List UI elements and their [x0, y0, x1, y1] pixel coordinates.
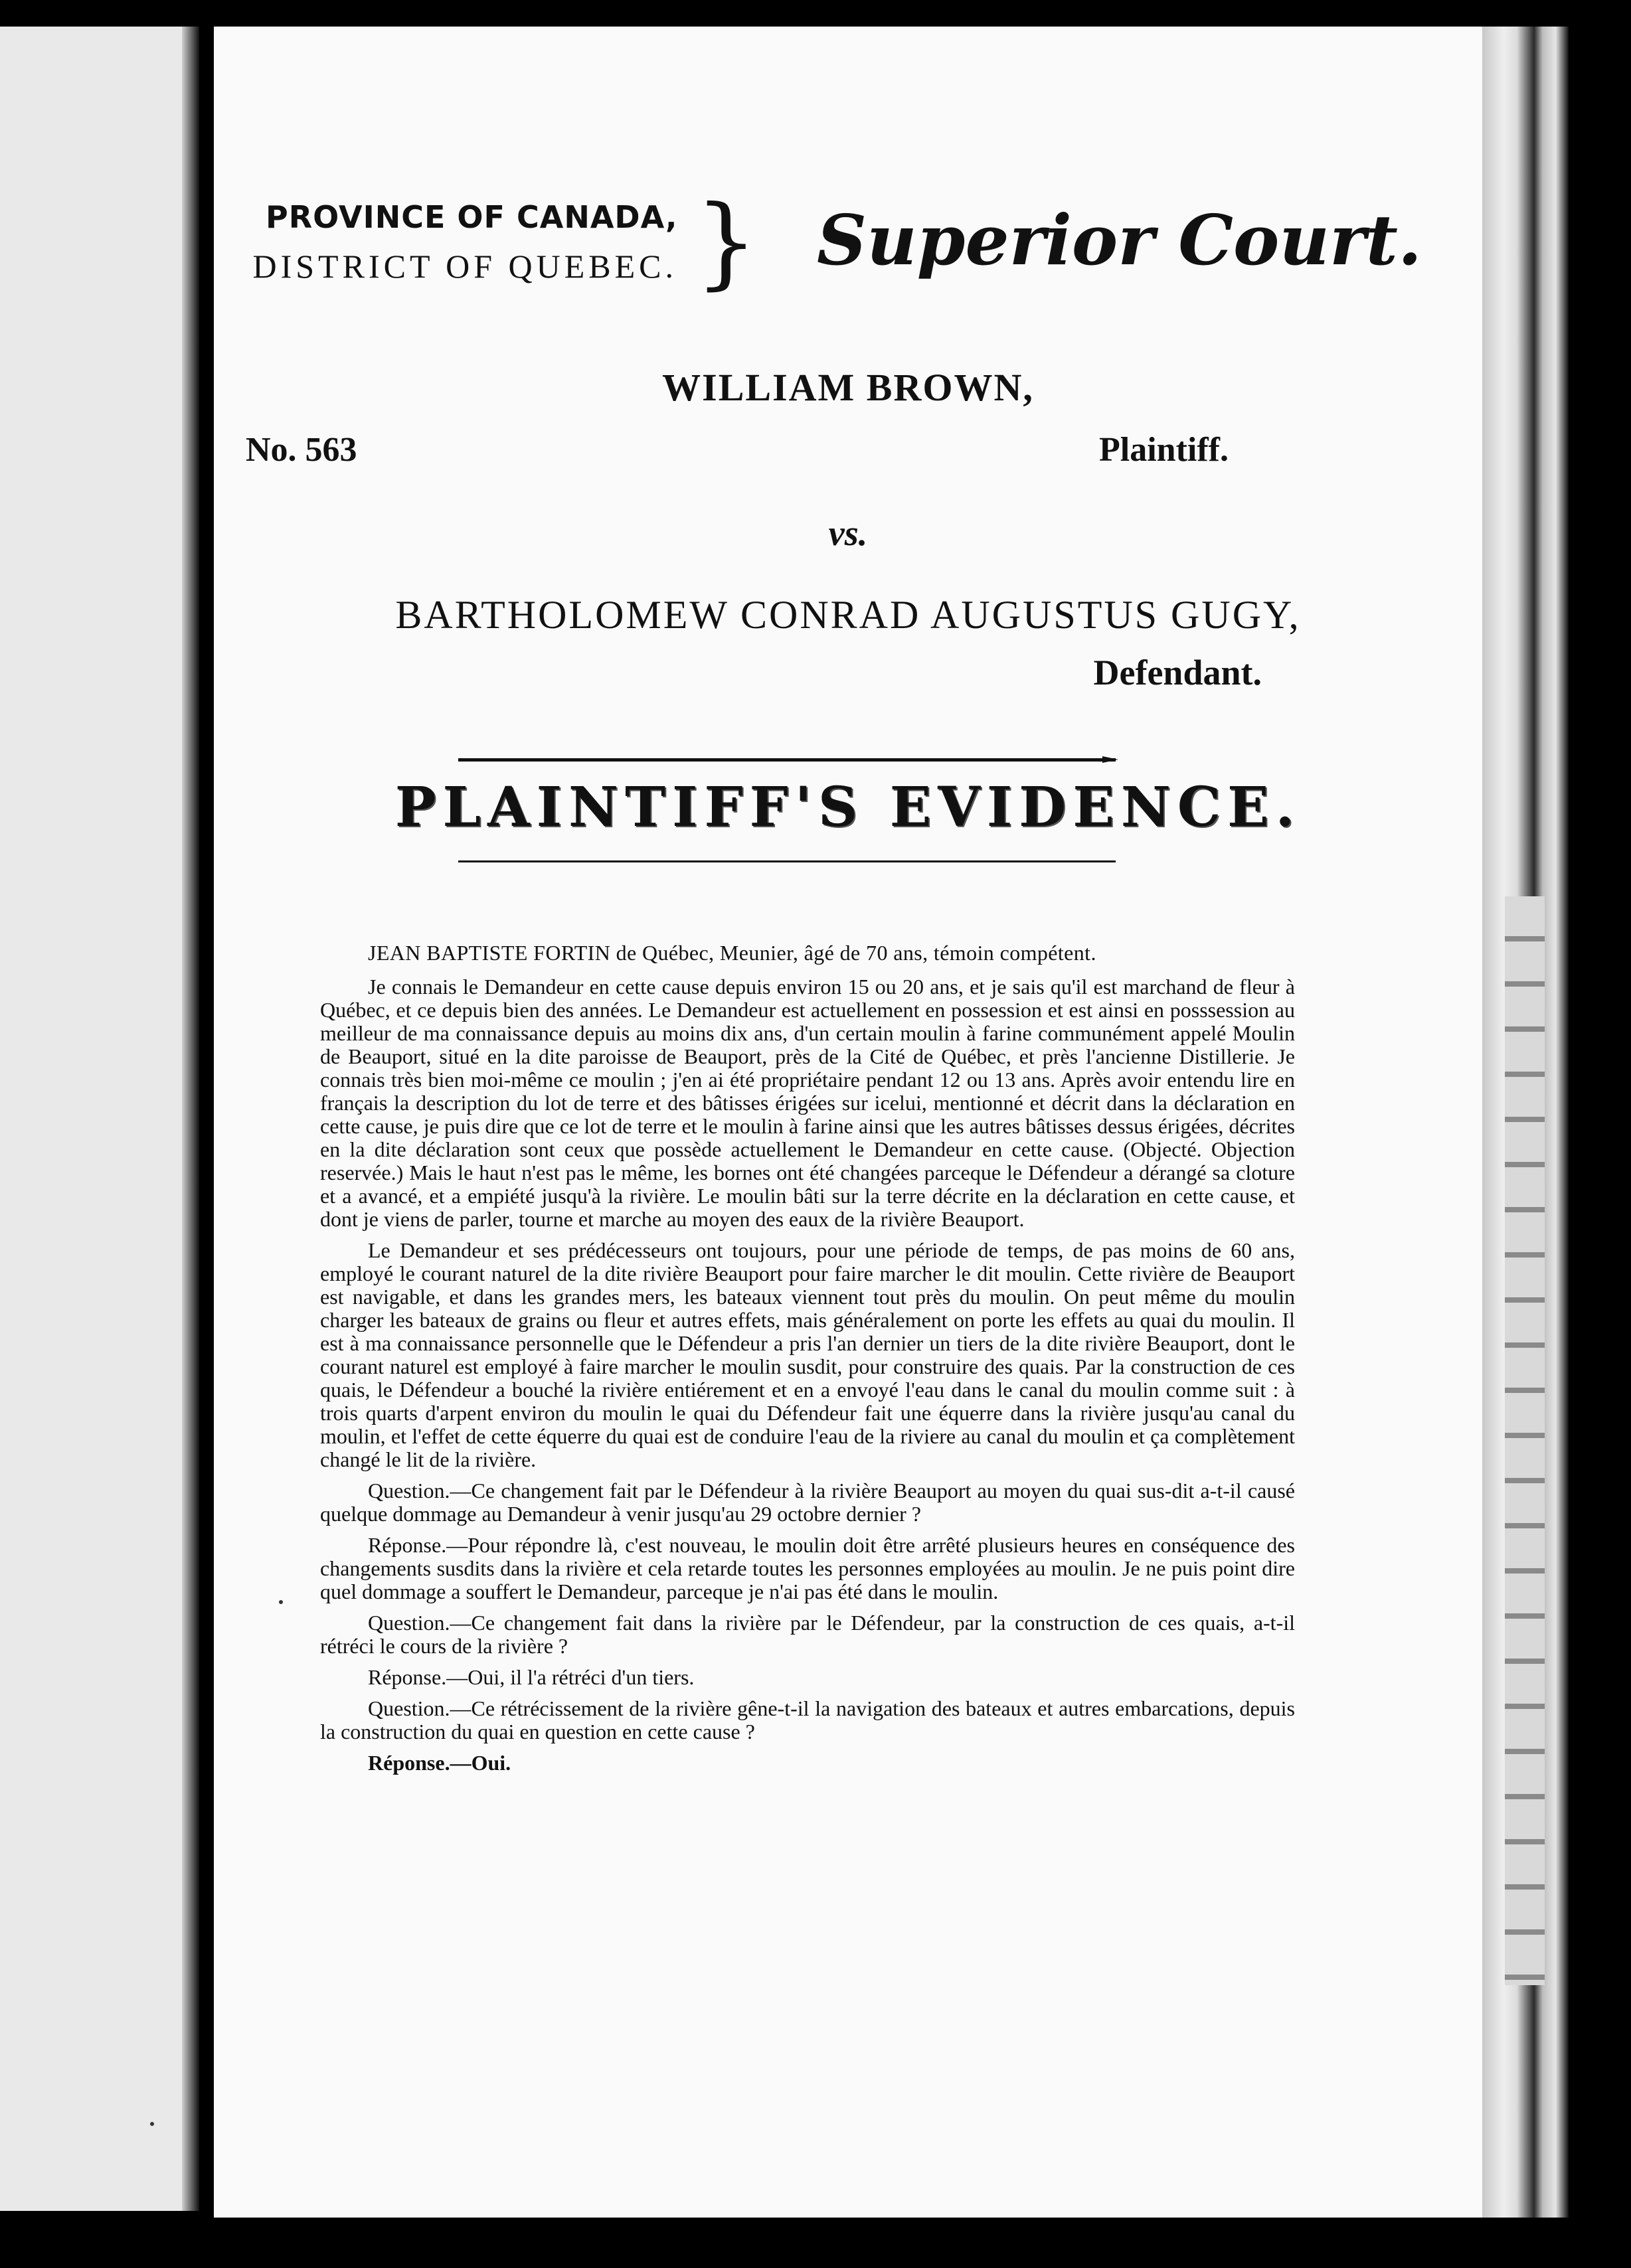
page-tabs-edge: [1505, 896, 1545, 1985]
section-title: PLAINTIFF'S EVIDENCE.: [394, 775, 1302, 839]
answer-paragraph: Réponse.—Oui, il l'a rétréci d'un tiers.: [368, 1665, 695, 1689]
book-gutter: [182, 27, 199, 2211]
question-paragraph: Question.—Ce changement fait dans la rivière par le Défendeur, par la construction de ces quais, a-t-il rétréci le cours de la rivière ?: [320, 1611, 1295, 1658]
testimony-paragraph: Je connais le Demandeur en cette cause depuis environ 15 ou 20 ans, et je sais qu'il est marchand de fleur à Québec, et ce depuis bien des années. Le Demandeur est actuellement en possession et est ainsi en posssession au meilleur de ma connaissance depuis au moins dix ans, d'un certain moulin à farine communément appelé Moulin de Beauport, situé en la dite paroisse de Beauport, près de la Cité de Québec, et près l'ancienne Distillerie. Je connais très bien moi-même ce moulin ; j'en ai été propriétaire pendant 12 ou 13 ans. Après avoir entendu lire en français la description du lot de terre et des bâtisses érigées sur icelui, mentionné et décrit dans la déclaration en cette cause, je puis dire que ce lot de terre et le moulin à farine ainsi que les autres bâtisses dessus érigées, décrites en la dite déclaration sont ceux que possède actuellement le Demandeur en cette cause. (Objecté. Objection reservée.) Mais le haut n'est pas le même, les bornes ont été changées parceque le Défendeur a dérangé sa cloture et a avancé, et a empiété jusqu'à la rivière. Le moulin bâti sur la terre décrite en la déclaration en cette cause, et dont je viens de parler, tourne et marche au moyen des eaux de la rivière Beauport.: [320, 975, 1295, 1231]
defendant-label: Defendant.: [1093, 653, 1262, 692]
defendant-name: BARTHOLOMEW CONRAD AUGUSTUS GUGY,: [395, 593, 1301, 637]
plaintiff-label: Plaintiff.: [1099, 431, 1229, 469]
facing-page-edge: [0, 27, 199, 2211]
ink-speck: [279, 1600, 283, 1604]
testimony-body: [320, 941, 1295, 1783]
bottom-rule: [458, 860, 1116, 862]
plaintiff-name: WILLIAM BROWN,: [662, 366, 1034, 409]
answer-paragraph: Réponse.—Oui.: [368, 1751, 511, 1775]
testimony-paragraph: Le Demandeur et ses prédécesseurs ont toujours, pour une période de temps, de pas moins de 60 ans, employé le courant naturel de la dite rivière Beauport pour faire marcher le dit moulin. Cette rivière de Beauport est navigable, et dans les grandes mers, les bateaux viennent tout près du moulin. On peut même du moulin charger les bateaux de grains ou fleur et autres effets, mais généralement on porte les effets au quai du moulin. Il est à ma connaissance personnelle que le Défendeur a pris l'an dernier un tiers de la dite rivière Beauport, dont le courant naturel est employé à faire marcher le moulin susdit, pour construire des quais. Par la construction de ces quais, le Défendeur a bouché la rivière entiérement et en a envoyé l'eau dans le canal du moulin comme suit : à trois quarts d'arpent environ du moulin le quai du Défendeur fait une équerre dans la rivière jusqu'au canal du moulin, et l'effet de cette équerre du quai est de conduire l'eau de la riviere au canal du moulin et ça complètement changé le lit de la rivière.: [320, 1238, 1295, 1471]
case-number: No. 563: [246, 431, 357, 469]
district-line: DISTRICT OF QUEBEC.: [252, 248, 677, 285]
question-paragraph: Question.—Ce rétrécissement de la rivière gêne-t-il la navigation des bateaux et autres embarcations, depuis la construction du quai en question en cette cause ?: [320, 1696, 1295, 1743]
jurisdiction-brace: }: [695, 185, 758, 300]
question-paragraph: Question.—Ce changement fait par le Défendeur à la rivière Beauport au moyen du quai sus-dit a-t-il causé quelque dommage au Demandeur à venir jusqu'au 29 octobre dernier ?: [320, 1479, 1295, 1526]
ink-speck: [150, 2122, 154, 2126]
province-line: PROVINCE OF CANADA,: [266, 199, 678, 235]
top-rule: [458, 758, 1116, 762]
answer-paragraph: Réponse.—Pour répondre là, c'est nouveau, le moulin doit être arrêté plusieurs heures en conséquence des changements susdits dans la rivière et cela retarde toutes les personnes employées au moulin. Je ne puis point dire quel dommage a souffert le Demandeur, parceque je n'ai pas été dans le moulin.: [320, 1533, 1295, 1603]
court-title: Superior Court.: [817, 199, 1422, 281]
witness-intro: JEAN BAPTISTE FORTIN de Québec, Meunier, âgé de 70 ans, témoin compétent.: [368, 941, 1096, 965]
versus: vs.: [828, 513, 868, 553]
